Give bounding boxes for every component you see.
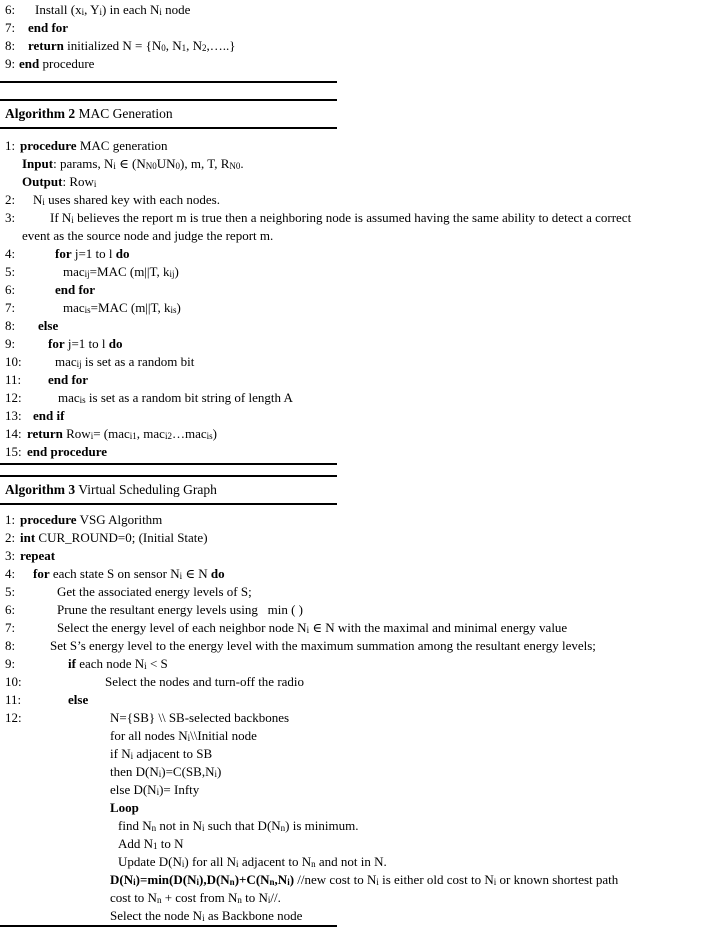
code-line	[0, 55, 721, 73]
line-number: 4:	[5, 246, 16, 261]
line-text: Add N1 to N	[118, 836, 184, 851]
algorithm-3-body	[0, 511, 721, 925]
algorithm-2-header	[0, 101, 721, 127]
code-line	[0, 137, 721, 155]
line-text: Install (xi, Yi) in each Ni node	[35, 2, 191, 17]
line-text: If Ni believes the report m is true then a neighboring node is assumed having the same ability to detect a correct	[50, 210, 632, 225]
code-line	[0, 425, 721, 443]
line-number: 8:	[5, 638, 16, 653]
horizontal-rule	[0, 503, 337, 505]
line-text: end procedure	[27, 444, 108, 459]
algorithm-2-title: MAC Generation	[75, 106, 173, 121]
line-text: procedure VSG Algorithm	[20, 512, 163, 527]
algorithm-2-body	[0, 137, 721, 461]
code-line	[0, 655, 721, 673]
line-text: Update D(Ni) for all Ni adjacent to Nn and not in N.	[118, 854, 387, 869]
code-line	[0, 817, 721, 835]
line-text: N={SB} \\ SB-selected backbones	[110, 710, 290, 725]
code-line	[0, 389, 721, 407]
code-line	[0, 637, 721, 655]
line-text: macis is set as a random bit string of length A	[58, 390, 293, 405]
code-line	[0, 317, 721, 335]
code-line	[0, 529, 721, 547]
line-text: end for	[48, 372, 89, 387]
line-number: 15:	[5, 444, 22, 459]
code-line	[0, 871, 721, 889]
line-text: macij is set as a random bit	[55, 354, 195, 369]
algorithm-3-label: Algorithm 3	[5, 482, 76, 497]
code-line	[0, 511, 721, 529]
line-text: for j=1 to l do	[48, 336, 123, 351]
line-number: 10:	[5, 354, 22, 369]
line-number: 3:	[5, 210, 16, 225]
line-number: 3:	[5, 548, 16, 563]
line-number: 9:	[5, 56, 16, 71]
line-text: Select the node Ni as Backbone node	[110, 908, 303, 923]
code-line	[0, 547, 721, 565]
line-number: 9:	[5, 656, 16, 671]
line-number: 9:	[5, 336, 16, 351]
line-number: 10:	[5, 674, 22, 689]
code-line	[0, 173, 721, 191]
line-text: end for	[28, 20, 69, 35]
line-text: else	[38, 318, 59, 333]
line-text: event as the source node and judge the report m.	[22, 228, 274, 243]
code-line	[0, 227, 721, 245]
line-number: 6:	[5, 2, 16, 17]
line-number: 5:	[5, 264, 16, 279]
line-number: 11:	[5, 372, 22, 387]
line-number: 6:	[5, 282, 16, 297]
horizontal-rule	[0, 127, 337, 129]
line-text: macij=MAC (m||T, kij)	[63, 264, 179, 279]
line-number: 7:	[5, 620, 16, 635]
line-text: if Ni adjacent to SB	[110, 746, 213, 761]
line-text: return initialized N = {N0, N1, N2,…..}	[28, 38, 236, 53]
line-text: for j=1 to l do	[55, 246, 130, 261]
line-text: end procedure	[19, 56, 95, 71]
code-line	[0, 889, 721, 907]
code-line	[0, 835, 721, 853]
line-text: for all nodes Ni\\Initial node	[110, 728, 257, 743]
code-line	[0, 443, 721, 461]
line-text: cost to Nn + cost from Nn to Ni//.	[110, 890, 281, 905]
code-line	[0, 781, 721, 799]
code-line	[0, 209, 721, 227]
line-number: 11:	[5, 692, 22, 707]
code-line	[0, 583, 721, 601]
code-line	[0, 263, 721, 281]
line-number: 2:	[5, 192, 16, 207]
line-number: 14:	[5, 426, 22, 441]
horizontal-rule	[0, 81, 337, 83]
code-line	[0, 709, 721, 727]
line-text: Loop	[110, 800, 139, 815]
line-number: 1:	[5, 138, 16, 153]
line-text: then D(Ni)=C(SB,Ni)	[110, 764, 222, 779]
algorithm-3-header	[0, 477, 721, 503]
code-line	[0, 335, 721, 353]
code-line	[0, 19, 721, 37]
algorithm-2-label: Algorithm 2	[5, 106, 76, 121]
line-text: if each node Ni < S	[68, 656, 168, 671]
line-number: 7:	[5, 20, 16, 35]
line-text: Set S’s energy level to the energy level with the maximum summation among the resultant energy levels;	[50, 638, 596, 653]
code-line	[0, 281, 721, 299]
code-line	[0, 371, 721, 389]
algorithm-1-tail	[0, 0, 721, 73]
line-number: 12:	[5, 710, 22, 725]
line-text: Prune the resultant energy levels using min ( )	[57, 602, 303, 617]
line-text: for each state S on sensor Ni ∈ N do	[33, 566, 225, 581]
line-text: repeat	[20, 548, 56, 563]
line-number: 1:	[5, 512, 16, 527]
line-text: Input: params, Ni ∈ (NN0UN0), m, T, RN0.	[22, 156, 244, 171]
code-line	[0, 673, 721, 691]
code-line	[0, 565, 721, 583]
line-number: 2:	[5, 530, 16, 545]
code-line	[0, 1, 721, 19]
line-text: Output: Rowi	[22, 174, 97, 189]
code-line	[0, 245, 721, 263]
code-line	[0, 691, 721, 709]
line-number: 8:	[5, 38, 16, 53]
line-text: D(Ni)=min(D(Ni),D(Nn)+C(Nn,Ni) //new cost to Ni is either old cost to Ni or known shortest path	[110, 872, 619, 887]
code-line	[0, 155, 721, 173]
algorithm-3-title: Virtual Scheduling Graph	[75, 482, 217, 497]
line-number: 8:	[5, 318, 16, 333]
code-line	[0, 407, 721, 425]
line-number: 6:	[5, 602, 16, 617]
line-text: else D(Ni)= Infty	[110, 782, 200, 797]
code-line	[0, 763, 721, 781]
line-number: 12:	[5, 390, 22, 405]
line-text: Get the associated energy levels of S;	[57, 584, 252, 599]
line-text: macis=MAC (m||T, kis)	[63, 300, 181, 315]
line-number: 4:	[5, 566, 16, 581]
horizontal-rule	[0, 463, 337, 465]
code-line	[0, 37, 721, 55]
code-line	[0, 727, 721, 745]
line-text: procedure MAC generation	[20, 138, 168, 153]
line-text: return Rowi= (maci1, maci2…macis)	[27, 426, 217, 441]
code-line	[0, 907, 721, 925]
code-line	[0, 299, 721, 317]
code-line	[0, 745, 721, 763]
code-line	[0, 191, 721, 209]
code-line	[0, 853, 721, 871]
code-line	[0, 799, 721, 817]
line-text: int CUR_ROUND=0; (Initial State)	[20, 530, 208, 545]
line-number: 7:	[5, 300, 16, 315]
line-text: end for	[55, 282, 96, 297]
line-text: else	[68, 692, 89, 707]
line-number: 5:	[5, 584, 16, 599]
code-line	[0, 619, 721, 637]
line-number: 13:	[5, 408, 22, 423]
line-text: Ni uses shared key with each nodes.	[33, 192, 220, 207]
line-text: Select the energy level of each neighbor node Ni ∈ N with the maximal and minimal energy value	[57, 620, 568, 635]
line-text: end if	[33, 408, 65, 423]
code-line	[0, 353, 721, 371]
line-text: find Nn not in Ni such that D(Nn) is minimum.	[118, 818, 359, 833]
line-text: Select the nodes and turn-off the radio	[105, 674, 305, 689]
code-line	[0, 601, 721, 619]
